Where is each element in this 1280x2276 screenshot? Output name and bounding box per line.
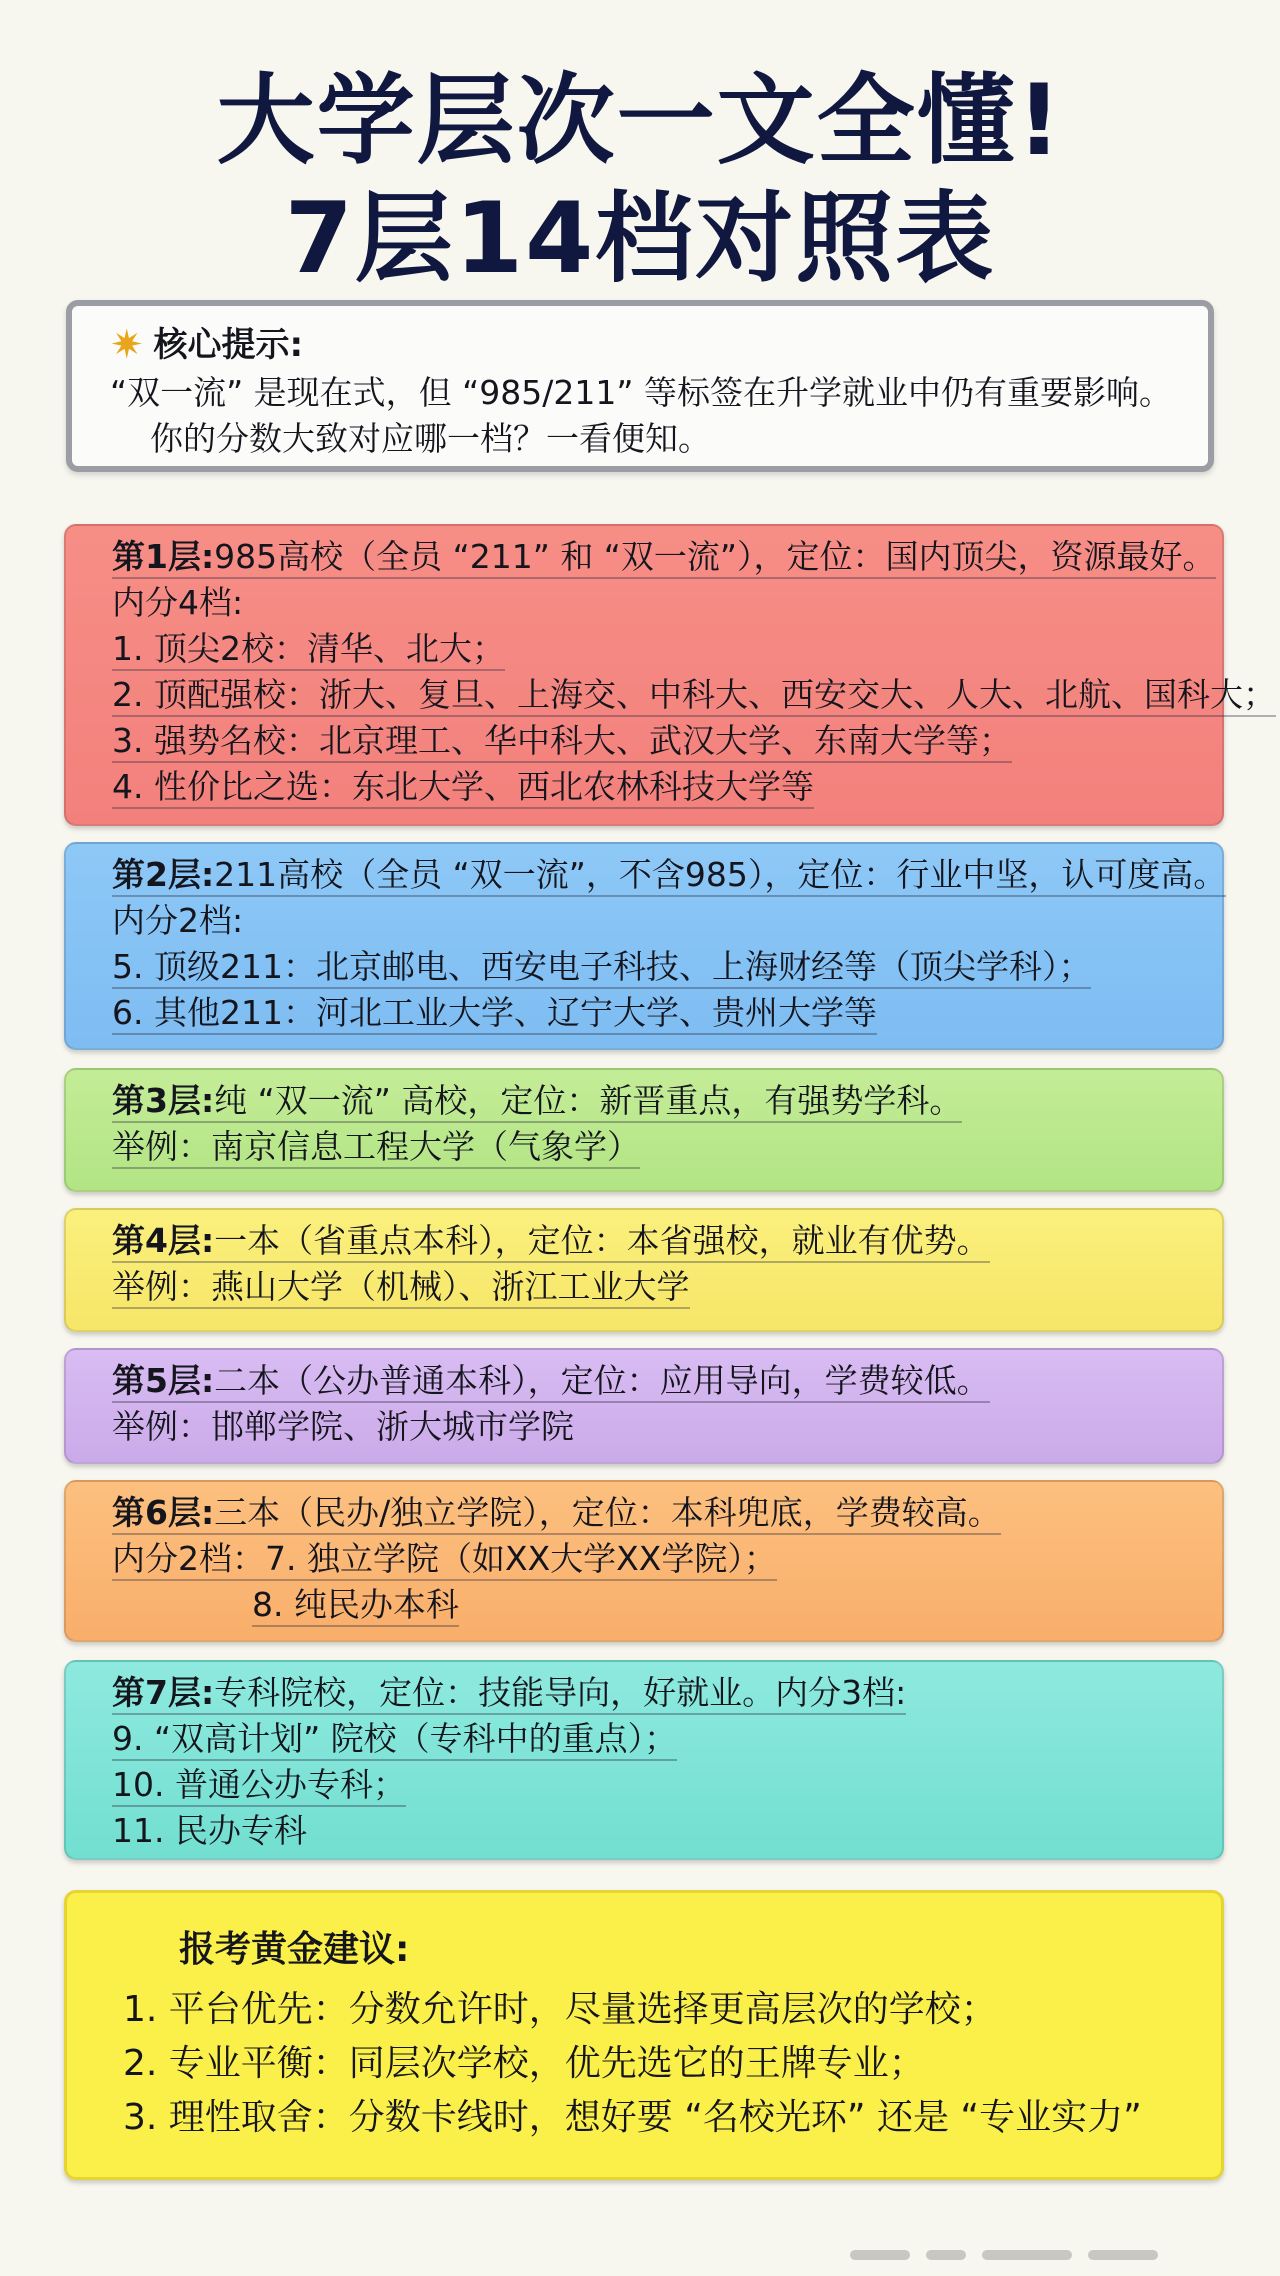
tier-6-label: 第6层: [112, 1493, 215, 1532]
tier-1-card [64, 524, 1276, 826]
tip-heading: 核心提示: [153, 325, 304, 365]
tier-5-example: 举例：邯郸学院、浙大城市学院 [112, 1407, 574, 1446]
tier-6-desc: 三本（民办/独立学院），定位：本科兜底，学费较高。 [214, 1493, 1001, 1532]
tier-1-label: 第1层: [112, 537, 215, 576]
tier-1-item-4: 4. 性价比之选：东北大学、西北农林科技大学等 [112, 767, 814, 809]
title-line-1: 大学层次一文全懂! [216, 64, 1064, 178]
tier-1-desc: 985高校（全员 “211” 和 “双一流”），定位：国内顶尖，资源最好。 [214, 537, 1216, 576]
advice-item-1: 1. 平台优先：分数允许时，尽量选择更高层次的学校； [123, 1989, 997, 2030]
advice-item-2: 2. 专业平衡：同层次学校，优先选它的王牌专业； [123, 2043, 925, 2084]
core-tip-box [66, 300, 1214, 472]
tier-4-label: 第4层: [112, 1221, 215, 1260]
watermark-mark [850, 2244, 1250, 2266]
tier-3-label: 第3层: [112, 1081, 215, 1120]
page-title [0, 62, 1280, 298]
watermark-bar [926, 2250, 966, 2260]
tier-7-item-10: 10. 普通公办专科； [112, 1765, 406, 1807]
tier-5-label: 第5层: [112, 1361, 215, 1400]
tier-2-desc: 211高校（全员 “双一流”，不含985），定位：行业中坚，认可度高。 [214, 855, 1227, 894]
tier-5-desc: 二本（公办普通本科），定位：应用导向，学费较低。 [214, 1361, 990, 1400]
tier-2-label: 第2层: [112, 855, 215, 894]
tier-6-card [64, 1480, 1224, 1642]
title-line-2: 7层14档对照表 [284, 182, 996, 296]
tip-line-2: 你的分数大致对应哪一档？一看便知。 [150, 419, 711, 458]
tip-line-1: “双一流” 是现在式，但 “985/211” 等标签在升学就业中仍有重要影响。 [110, 373, 1172, 412]
tier-2-sub: 内分2档: [112, 901, 244, 940]
tier-4-example: 举例：燕山大学（机械）、浙江工业大学 [112, 1267, 690, 1309]
tier-6-sub-line: 内分2档：7. 独立学院（如XX大学XX学院）； [112, 1539, 777, 1581]
tier-7-desc: 专科院校，定位：技能导向，好就业。内分3档: [214, 1673, 907, 1712]
tier-3-desc: 纯 “双一流” 高校，定位：新晋重点，有强势学科。 [214, 1081, 963, 1120]
tier-2-item-6: 6. 其他211：河北工业大学、辽宁大学、贵州大学等 [112, 993, 877, 1035]
tier-5-card [64, 1348, 1224, 1464]
tier-7-item-11: 11. 民办专科 [112, 1811, 307, 1850]
tier-4-desc: 一本（省重点本科），定位：本省强校，就业有优势。 [214, 1221, 990, 1260]
tier-1-item-3: 3. 强势名校：北京理工、华中科大、武汉大学、东南大学等； [112, 721, 1012, 763]
sun-star-icon: ✷ [110, 322, 144, 368]
tier-3-card [64, 1068, 1224, 1192]
tier-7-card [64, 1660, 1224, 1860]
tier-2-item-5: 5. 顶级211：北京邮电、西安电子科技、上海财经等（顶尖学科）； [112, 947, 1091, 989]
advice-card [64, 1890, 1224, 2180]
tier-1-sub: 内分4档: [112, 583, 244, 622]
watermark-bar [982, 2250, 1072, 2260]
tier-2-card [64, 842, 1227, 1050]
tip-heading-row [110, 320, 1178, 370]
advice-title: 报考黄金建议: [179, 1929, 410, 1970]
tier-1-item-1: 1. 顶尖2校：清华、北大； [112, 629, 505, 671]
tier-7-item-9: 9. “双高计划” 院校（专科中的重点）； [112, 1719, 677, 1761]
watermark-bar [1088, 2250, 1158, 2260]
watermark-bar [850, 2250, 910, 2260]
tier-1-item-2: 2. 顶配强校：浙大、复旦、上海交、中科大、西安交大、人大、北航、国科大； [112, 675, 1276, 717]
tier-3-example: 举例：南京信息工程大学（气象学） [112, 1127, 640, 1169]
tier-6-item-8: 8. 纯民办本科 [252, 1585, 459, 1627]
tier-4-card [64, 1208, 1224, 1332]
tier-7-label: 第7层: [112, 1673, 215, 1712]
advice-item-3: 3. 理性取舍：分数卡线时，想好要 “名校光环” 还是 “专业实力” [123, 2097, 1142, 2138]
